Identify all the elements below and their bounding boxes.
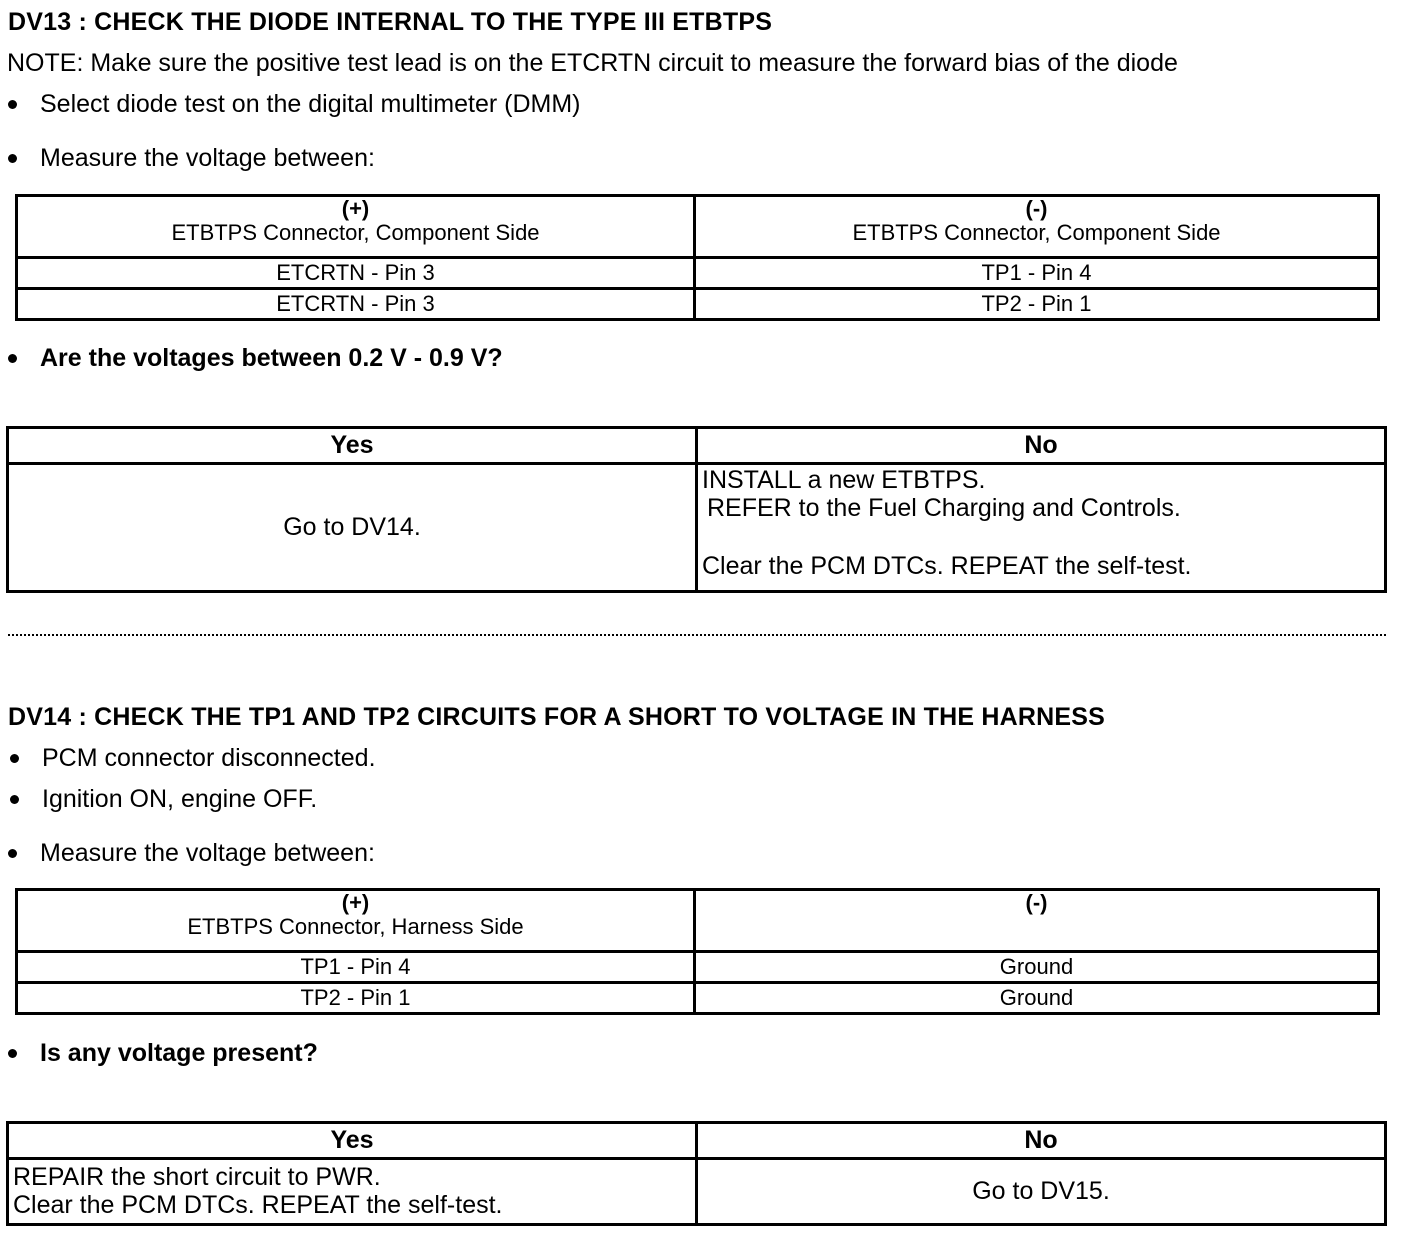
yes-header: Yes xyxy=(8,1123,697,1159)
table-cell: TP2 - Pin 1 xyxy=(695,289,1379,320)
table-cell: TP2 - Pin 1 xyxy=(17,983,695,1014)
table-cell: ETCRTN - Pin 3 xyxy=(17,258,695,289)
dv14-measure-table xyxy=(15,888,1380,1015)
bullet-dot-icon xyxy=(10,754,19,763)
table-row xyxy=(8,1159,1386,1225)
bullet-dot-icon xyxy=(8,354,17,363)
yes-cell: REPAIR the short circuit to PWR. Clear the PCM DTCs. REPEAT the self-test. xyxy=(8,1159,697,1225)
table-cell: TP1 - Pin 4 xyxy=(17,952,695,983)
negative-header-cell: (-) xyxy=(695,890,1379,952)
dv13-note: NOTE: Make sure the positive test lead is on the ETCRTN circuit to measure the forward bias of the diode xyxy=(7,49,1178,77)
bullet-dot-icon xyxy=(8,154,17,163)
dv14-heading: DV14 : CHECK THE TP1 AND TP2 CIRCUITS FOR A SHORT TO VOLTAGE IN THE HARNESS xyxy=(8,703,1106,731)
table-row xyxy=(8,464,1386,592)
no-cell: Go to DV15. xyxy=(697,1159,1386,1225)
table-cell: Ground xyxy=(695,952,1379,983)
table-row xyxy=(17,952,1379,983)
dv13-measure-table xyxy=(15,194,1380,321)
no-header: No xyxy=(697,428,1386,464)
dv13-heading: DV13 : CHECK THE DIODE INTERNAL TO THE TYPE III ETBTPS xyxy=(8,8,773,36)
table-cell: TP1 - Pin 4 xyxy=(695,258,1379,289)
bullet-dot-icon xyxy=(10,795,19,804)
table-row xyxy=(17,983,1379,1014)
table-header-row xyxy=(17,196,1379,258)
section-divider xyxy=(8,634,1386,636)
table-header-row xyxy=(8,1123,1386,1159)
positive-header-cell: (+) ETBTPS Connector, Harness Side xyxy=(17,890,695,952)
bullet-dot-icon xyxy=(8,100,17,109)
bullet-dot-icon xyxy=(8,849,17,858)
yes-cell: Go to DV14. xyxy=(8,464,697,592)
positive-header-cell: (+) ETBTPS Connector, Component Side xyxy=(17,196,695,258)
table-cell: ETCRTN - Pin 3 xyxy=(17,289,695,320)
no-cell: INSTALL a new ETBTPS. REFER to the Fuel Charging and Controls. Clear the PCM DTCs. REPEAT the self-test. xyxy=(697,464,1386,592)
negative-header-cell: (-) ETBTPS Connector, Component Side xyxy=(695,196,1379,258)
bullet-dot-icon xyxy=(8,1049,17,1058)
dv14-result-table xyxy=(6,1121,1387,1226)
dv13-result-table xyxy=(6,426,1387,593)
table-cell: Ground xyxy=(695,983,1379,1014)
table-row xyxy=(17,289,1379,320)
table-header-row xyxy=(17,890,1379,952)
yes-header: Yes xyxy=(8,428,697,464)
table-row xyxy=(17,258,1379,289)
table-header-row xyxy=(8,428,1386,464)
no-header: No xyxy=(697,1123,1386,1159)
